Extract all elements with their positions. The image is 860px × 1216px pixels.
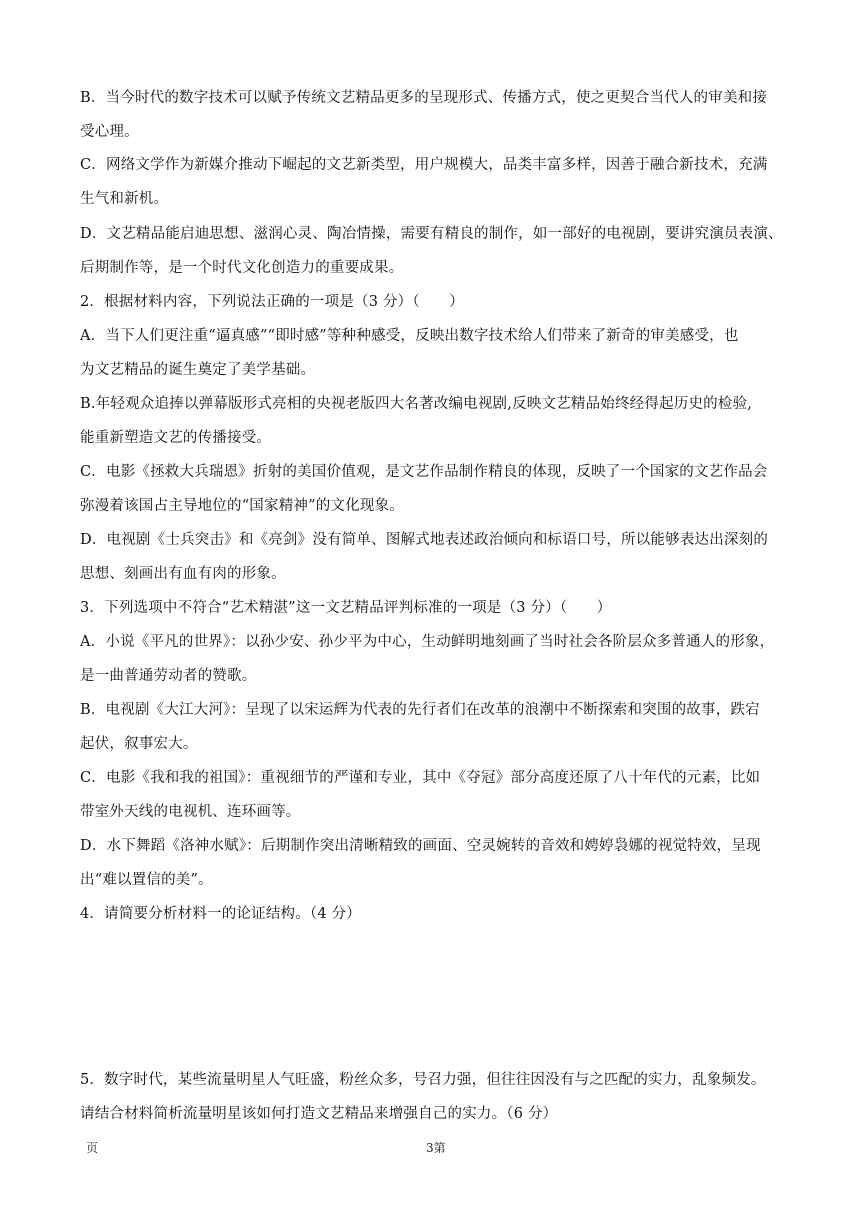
text-line: A．当下人们更注重“逼真感”“即时感”等种种感受，反映出数字技术给人们带来了新奇的审美感受，也	[80, 328, 739, 344]
footer-left: 页	[86, 1141, 99, 1155]
text-line: C．电影《拯救大兵瑞恩》折射的美国价值观，是文艺作品制作精良的体现，反映了一个国家的文艺作品会	[80, 464, 768, 480]
text-line: 出“难以置信的美”。	[80, 872, 213, 888]
text-line: 受心理。	[80, 124, 139, 140]
text-line: 是一曲普通劳动者的赞歌。	[80, 668, 257, 684]
page-number: 3第	[426, 1141, 446, 1155]
text-line: C．电影《我和我的祖国》：重视细节的严谨和专业，其中《夺冠》部分高度还原了八十年代的元素，比如	[80, 770, 761, 786]
text-line: 生气和新机。	[80, 191, 169, 207]
question-3: 3．下列选项中不符合“艺术精湛”这一文艺精品评判标准的一项是（3 分）（ ）	[80, 600, 612, 616]
question-2: 2．根据材料内容，下列说法正确的一项是（3 分）（ ）	[80, 294, 464, 310]
text-line: 起伏，叙事宏大。	[80, 736, 198, 752]
text-line: D．电视剧《士兵突击》和《亮剑》没有简单、图解式地表述政治倾向和标语口号，所以能够表达出深刻的	[80, 532, 769, 548]
question-5: 5．数字时代，某些流量明星人气旺盛，粉丝众多，号召力强，但往往因没有与之匹配的实力，乱象频发。	[80, 1072, 766, 1088]
text-line: 思想、刻画出有血有肉的形象。	[80, 566, 286, 582]
text-line: 弥漫着该国占主导地位的“国家精神”的文化现象。	[80, 498, 404, 514]
text-line: B．电视剧《大江大河》：呈现了以宋运辉为代表的先行者们在改革的浪潮中不断探索和突围的故事，跌宕	[80, 702, 760, 718]
question-4: 4．请简要分析材料一的论证结构。（4 分）	[80, 906, 362, 922]
text-line: C．网络文学作为新媒介推动下崛起的文艺新类型，用户规模大，品类丰富多样，因善于融合新技术，充满	[80, 157, 768, 173]
text-line: 为文艺精品的诞生奠定了美学基础。	[80, 362, 316, 378]
text-line: 后期制作等，是一个时代文化创造力的重要成果。	[80, 260, 404, 276]
text-line: 请结合材料简析流量明星该如何打造文艺精品来增强自己的实力。（6 分）	[80, 1106, 558, 1122]
text-line: D．水下舞蹈《洛神水赋》：后期制作突出清晰精致的画面、空灵婉转的音效和娉婷袅娜的视觉特效，呈现	[80, 838, 761, 854]
text-line: D．文艺精品能启迪思想、滋润心灵、陶冶情操，需要有精良的制作，如一部好的电视剧，要讲究演员表演、	[80, 226, 783, 242]
text-line: 能重新塑造文艺的传播接受。	[80, 430, 272, 446]
text-line: A．小说《平凡的世界》：以孙少安、孙少平为中心，生动鲜明地刻画了当时社会各阶层众多普通人的形象，	[80, 634, 775, 650]
text-line: B.年轻观众追捧以弹幕版形式亮相的央视老版四大名著改编电视剧,反映文艺精品始终经得起历史的检验,	[80, 396, 753, 412]
text-line: 带室外天线的电视机、连环画等。	[80, 804, 301, 820]
text-line: B．当今时代的数字技术可以赋予传统文艺精品更多的呈现形式、传播方式，使之更契合当代人的审美和接	[80, 90, 768, 106]
